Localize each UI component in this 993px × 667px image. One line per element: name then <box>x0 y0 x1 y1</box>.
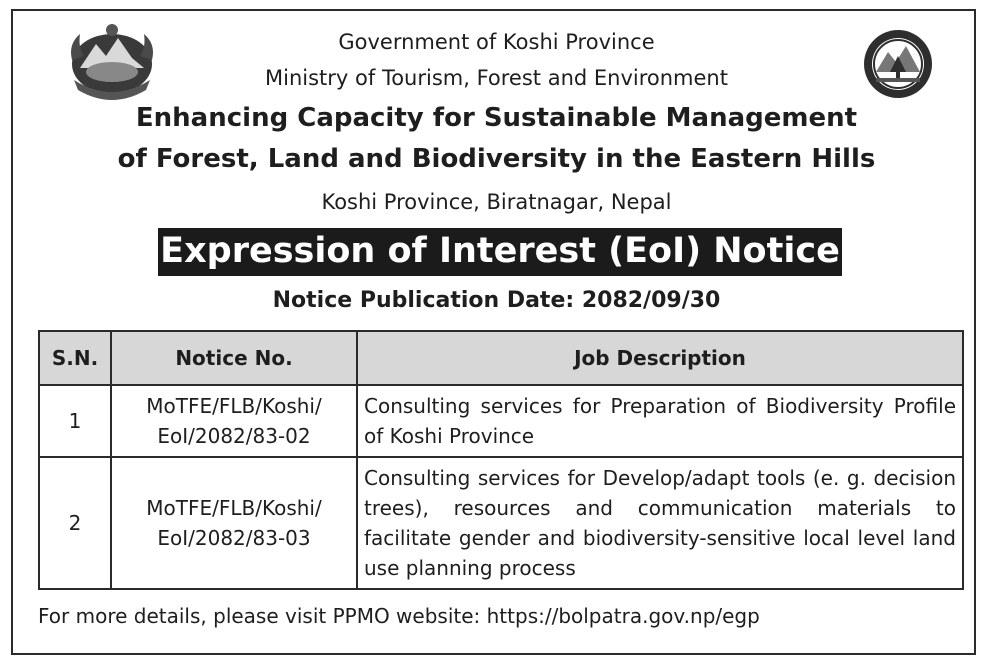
row-notice-no: MoTFE/FLB/Koshi/ EoI/2082/83-02 <box>111 385 357 457</box>
row-job-description: Consulting services for Preparation of Biodiversity Profile of Koshi Province <box>357 385 963 457</box>
notice-table <box>38 330 964 590</box>
column-header-sn: S.N. <box>39 331 111 385</box>
office-location: Koshi Province, Biratnagar, Nepal <box>321 190 672 214</box>
project-title-line-1: Enhancing Capacity for Sustainable Management <box>135 103 858 133</box>
table-header-row <box>39 331 963 385</box>
row-sn: 1 <box>39 385 111 457</box>
publication-date: Notice Publication Date: 2082/09/30 <box>272 288 721 313</box>
project-title-line-2: of Forest, Land and Biodiversity in the Eastern Hills <box>117 144 876 174</box>
government-name: Government of Koshi Province <box>338 30 655 54</box>
column-header-notice-no: Notice No. <box>111 331 357 385</box>
table-row <box>39 457 963 589</box>
row-sn: 2 <box>39 457 111 589</box>
notice-title-banner: Expression of Interest (EoI) Notice <box>158 228 842 276</box>
footer-website-note: For more details, please visit PPMO website: https://bolpatra.gov.np/egp <box>38 604 760 628</box>
table-row <box>39 385 963 457</box>
row-job-description: Consulting services for Develop/adapt tools (e. g. decision trees), resources and communication materials to facilitate gender and biodiversity-sensitive local level land use planning process <box>357 457 963 589</box>
column-header-job-description: Job Description <box>357 331 963 385</box>
ministry-name: Ministry of Tourism, Forest and Environment <box>265 66 728 90</box>
row-notice-no: MoTFE/FLB/Koshi/ EoI/2082/83-03 <box>111 457 357 589</box>
